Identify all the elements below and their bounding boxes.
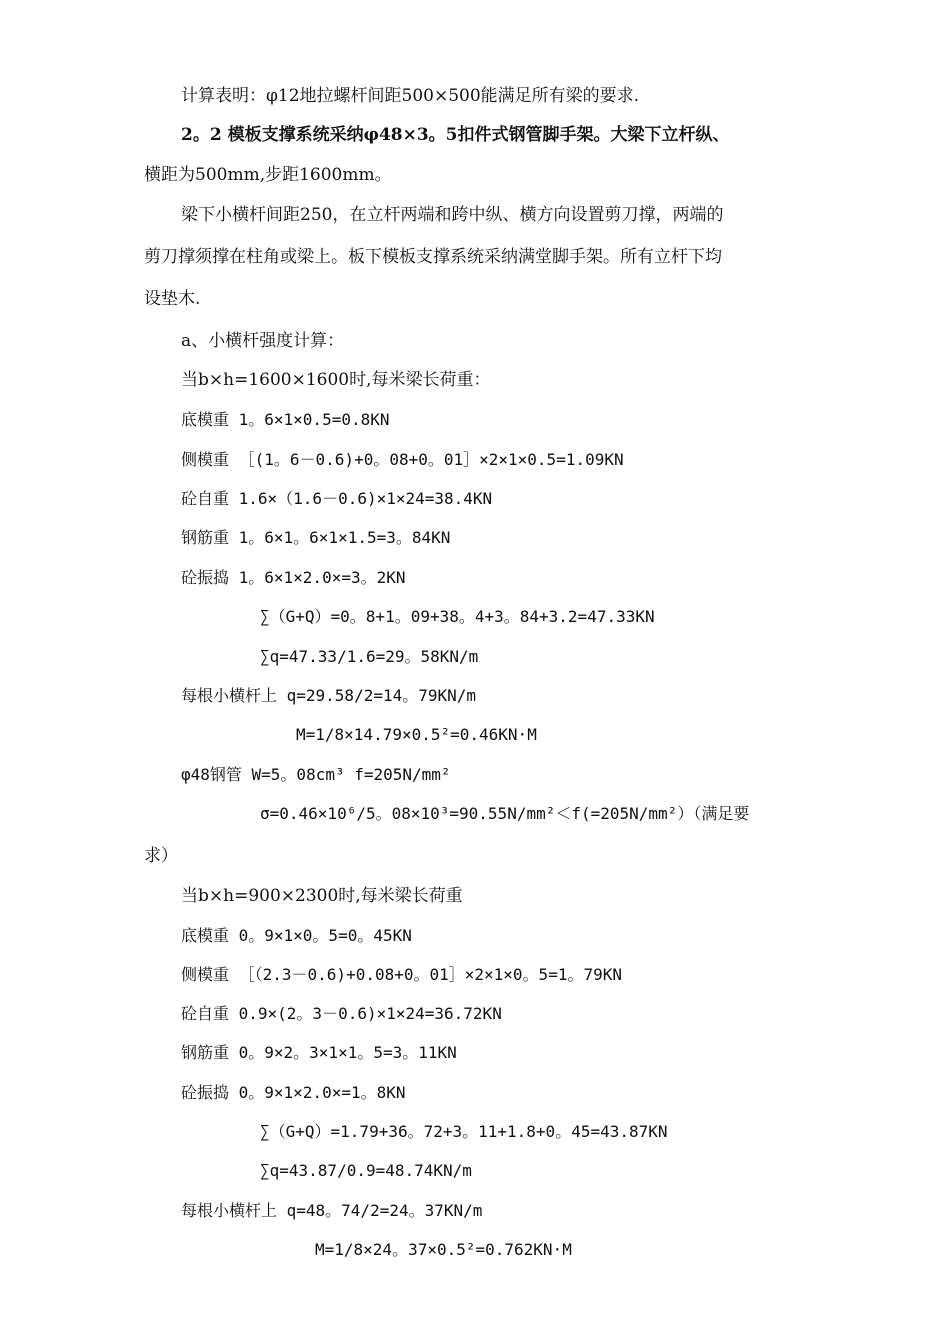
text-line-24: 砼自重 0.9×(2。3－0.6)×1×24=36.72KN bbox=[181, 1004, 502, 1023]
text-line-26: 砼振捣 0。9×1×2.0×=1。8KN bbox=[181, 1083, 406, 1102]
text-line-11: 砼自重 1.6×（1.6－0.6)×1×24=38.4KN bbox=[181, 489, 493, 508]
text-line-8: 当b×h=1600×1600时,每米梁长荷重： bbox=[181, 370, 491, 390]
text-line-25: 钢筋重 0。9×2。3×1×1。5=3。11KN bbox=[181, 1043, 457, 1062]
text-line-14: ∑（G+Q）=0。8+1。09+38。4+3。84+3.2=47.33KN bbox=[260, 607, 655, 626]
text-line-28: ∑q=43.87/0.9=48.74KN/m bbox=[260, 1161, 472, 1180]
text-line-23: 侧模重 ［（2.3－0.6)+0.08+0。01］×2×1×0。5=1。79KN bbox=[181, 965, 622, 984]
text-line-3: 横距为500mm,步距1600mm。 bbox=[144, 165, 392, 185]
text-line-5: 剪刀撑须撑在柱角或梁上。板下模板支撑系统采纳满堂脚手架。所有立杆下均 bbox=[144, 247, 722, 267]
text-line-18: φ48钢管 W=5。08cm³ f=205N/mm² bbox=[181, 765, 451, 784]
text-line-2: 2。2 模板支撑系统采纳φ48×3。5扣件式钢管脚手架。大梁下立杆纵、 bbox=[181, 125, 730, 145]
text-line-16: 每根小横杆上 q=29.58/2=14。79KN/m bbox=[181, 686, 477, 705]
text-line-13: 砼振捣 1。6×1×2.0×=3。2KN bbox=[181, 568, 406, 587]
text-line-17: M=1/8×14.79×0.5²=0.46KN·M bbox=[296, 725, 537, 744]
text-line-27: ∑（G+Q）=1.79+36。72+3。11+1.8+0。45=43.87KN bbox=[260, 1122, 668, 1141]
text-line-29: 每根小横杆上 q=48。74/2=24。37KN/m bbox=[181, 1201, 483, 1220]
text-line-6: 设垫木. bbox=[144, 289, 201, 309]
text-line-9: 底模重 1。6×1×0.5=0.8KN bbox=[181, 410, 390, 429]
text-line-20: 求） bbox=[144, 846, 178, 866]
text-line-30: M=1/8×24。37×0.5²=0.762KN·M bbox=[315, 1240, 572, 1259]
text-line-12: 钢筋重 1。6×1。6×1×1.5=3。84KN bbox=[181, 528, 451, 547]
text-line-21: 当b×h=900×2300时,每米梁长荷重 bbox=[181, 886, 463, 906]
text-line-7: a、小横杆强度计算： bbox=[181, 331, 345, 351]
text-line-4: 梁下小横杆间距250，在立杆两端和跨中纵、横方向设置剪刀撑，两端的 bbox=[181, 205, 724, 225]
text-line-19: σ=0.46×10⁶/5。08×10³=90.55N/mm²＜f(=205N/mm²）（满足要 bbox=[260, 804, 750, 823]
text-line-1: 计算表明：φ12地拉螺杆间距500×500能满足所有梁的要求. bbox=[181, 86, 640, 106]
text-line-15: ∑q=47.33/1.6=29。58KN/m bbox=[260, 647, 479, 666]
text-line-10: 侧模重 ［(1。6－0.6)+0。08+0。01］×2×1×0.5=1.09KN bbox=[181, 450, 624, 469]
text-line-22: 底模重 0。9×1×0。5=0。45KN bbox=[181, 926, 412, 945]
